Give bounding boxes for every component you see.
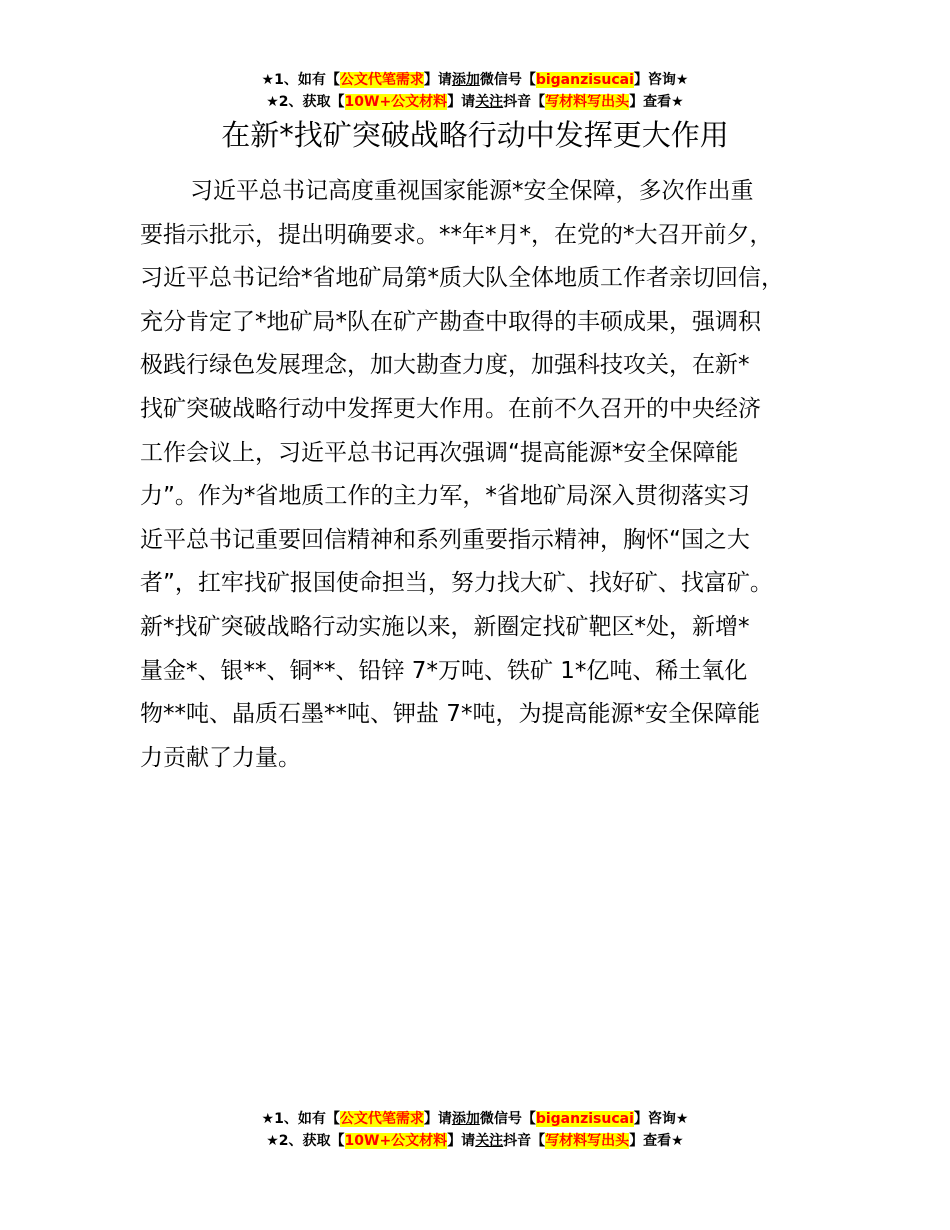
banner-text: ★1、如有【 bbox=[261, 72, 340, 88]
underlined-text: 关注 bbox=[475, 1133, 504, 1149]
highlight-text: 10W+公文材料 bbox=[344, 94, 448, 110]
paragraph-line: 量金*、银**、铜**、铅锌 7*万吨、铁矿 1*亿吨、稀土氧化 bbox=[140, 657, 748, 684]
banner-text: ★2、获取【 bbox=[266, 1133, 345, 1149]
highlight-text: 10W+公文材料 bbox=[344, 1133, 448, 1149]
banner-text: 】请 bbox=[447, 94, 476, 110]
banner-text: 】请 bbox=[423, 72, 452, 88]
banner-text: 微信号【 bbox=[479, 1111, 536, 1127]
banner-text: 】查看★ bbox=[629, 94, 684, 110]
banner-text: 】请 bbox=[447, 1133, 476, 1149]
document-title: 在新*找矿突破战略行动中发挥更大作用 bbox=[221, 118, 729, 152]
highlight-text: 写材料写出头 bbox=[545, 1133, 630, 1149]
banner-text: ★2、获取【 bbox=[266, 94, 345, 110]
paragraph-line: 充分肯定了*地矿局*队在矿产勘查中取得的丰硕成果，强调积 bbox=[140, 308, 761, 335]
banner-text: 抖音【 bbox=[503, 1133, 546, 1149]
paragraph-line: 习近平总书记高度重视国家能源*安全保障，多次作出重 bbox=[190, 178, 754, 204]
highlight-text: 写材料写出头 bbox=[545, 94, 630, 110]
footer-banner bbox=[0, 1108, 950, 1152]
highlight-text: biganzisucai bbox=[535, 72, 634, 88]
paragraph-line: 力贡献了力量。 bbox=[140, 744, 301, 771]
banner-text: 】查看★ bbox=[629, 1133, 684, 1149]
banner-line-1 bbox=[0, 69, 950, 91]
banner-line-2 bbox=[0, 1130, 950, 1152]
highlight-text: 公文代笔需求 bbox=[339, 72, 424, 88]
paragraph-line: 工作会议上，习近平总书记再次强调“提高能源*安全保障能 bbox=[140, 439, 739, 466]
paragraph-line: 极践行绿色发展理念，加大勘查力度，加强科技攻关，在新* bbox=[140, 352, 750, 379]
paragraph-line: 物**吨、晶质石墨**吨、钾盐 7*吨，为提高能源*安全保障能 bbox=[140, 701, 760, 728]
paragraph-line: 新*找矿突破战略行动实施以来，新圈定找矿靶区*处，新增* bbox=[140, 613, 750, 640]
highlight-text: biganzisucai bbox=[535, 1111, 634, 1127]
paragraph-line: 者”，扛牢找矿报国使命担当，努力找大矿、找好矿、找富矿。 bbox=[140, 570, 773, 597]
banner-line-2 bbox=[0, 91, 950, 113]
highlight-text: 公文代笔需求 bbox=[339, 1111, 424, 1127]
paragraph-line: 要指示批示，提出明确要求。**年*月*，在党的*大召开前夕， bbox=[140, 221, 773, 248]
paragraph-line: 力”。作为*省地质工作的主力军，*省地矿局深入贯彻落实习 bbox=[140, 483, 750, 510]
body-paragraph bbox=[140, 170, 840, 780]
banner-text: 微信号【 bbox=[479, 72, 536, 88]
banner-line-1 bbox=[0, 1108, 950, 1130]
banner-text: 】咨询★ bbox=[633, 72, 689, 88]
banner-text: 】咨询★ bbox=[633, 1111, 689, 1127]
banner-text: 抖音【 bbox=[503, 94, 546, 110]
underlined-text: 添加 bbox=[451, 72, 480, 88]
underlined-text: 添加 bbox=[451, 1111, 480, 1127]
underlined-text: 关注 bbox=[475, 94, 504, 110]
banner-text: ★1、如有【 bbox=[261, 1111, 340, 1127]
paragraph-line: 近平总书记重要回信精神和系列重要指示精神，胸怀“国之大 bbox=[140, 526, 750, 553]
paragraph-line: 习近平总书记给*省地矿局第*质大队全体地质工作者亲切回信， bbox=[140, 265, 784, 292]
banner-text: 】请 bbox=[423, 1111, 452, 1127]
header-banner bbox=[0, 69, 950, 113]
paragraph-line: 找矿突破战略行动中发挥更大作用。在前不久召开的中央经济 bbox=[140, 395, 761, 422]
